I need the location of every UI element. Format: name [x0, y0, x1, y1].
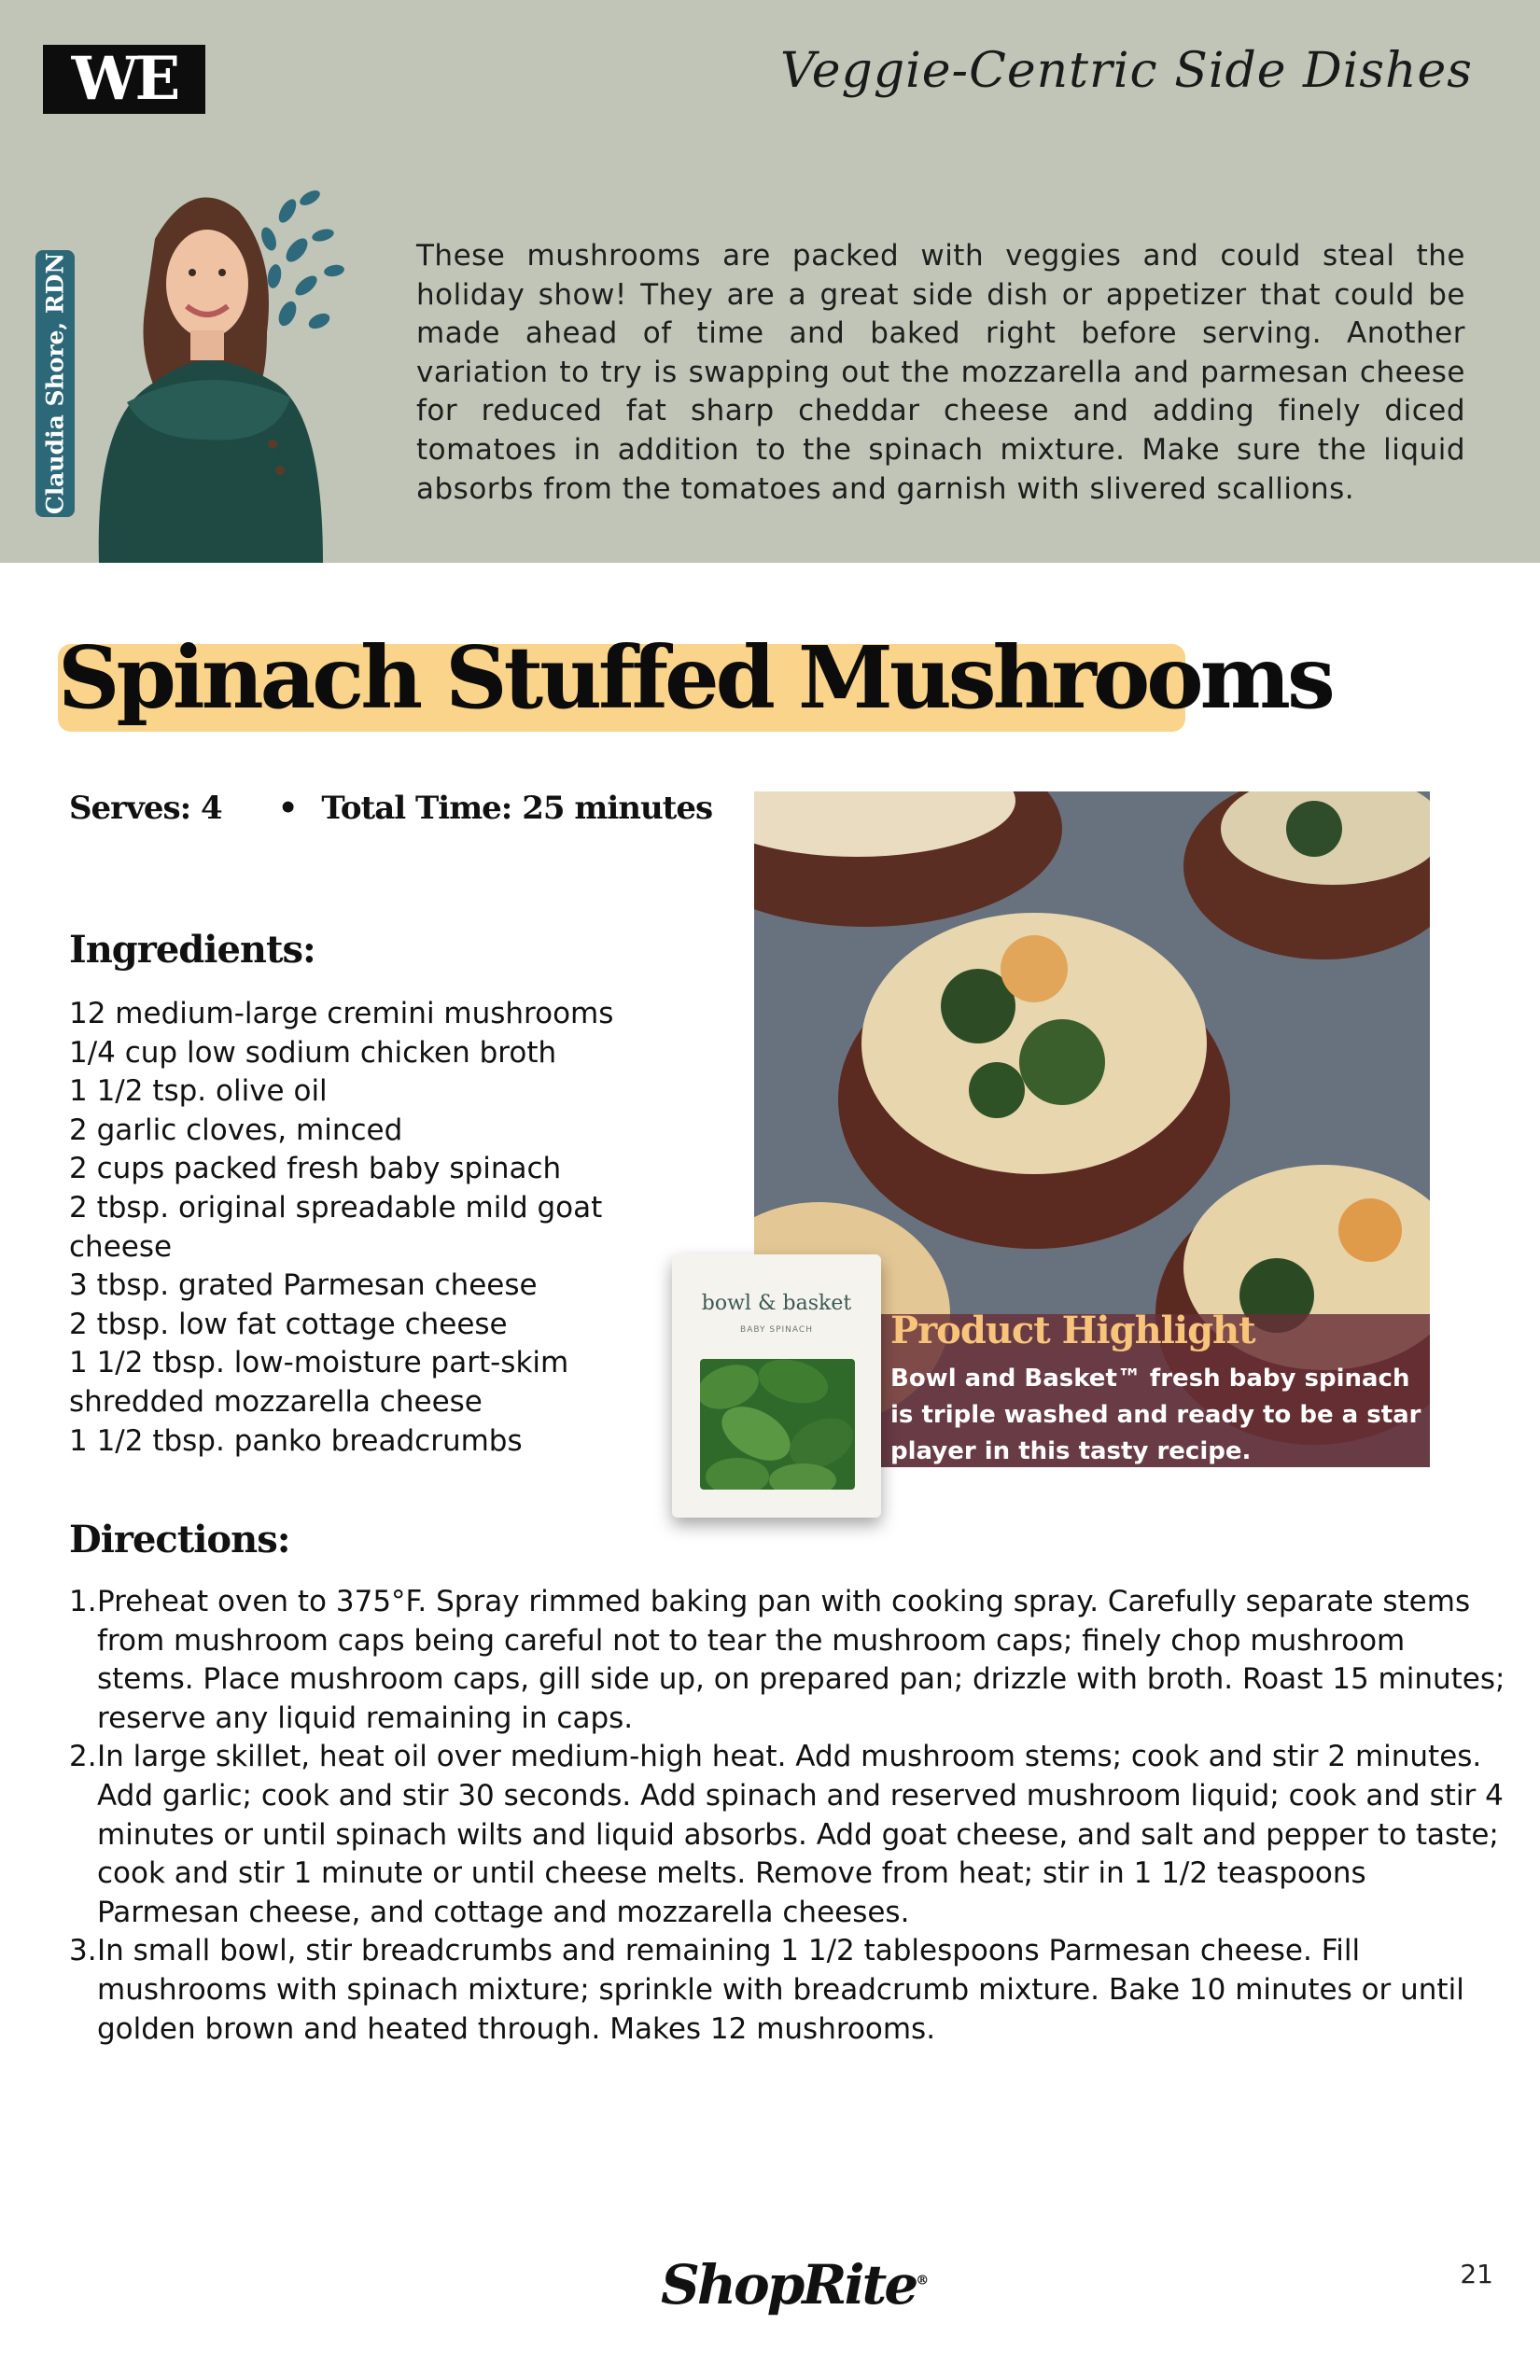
bullet-separator: • [277, 790, 298, 827]
ingredient-item: 1 1/2 tbsp. panko breadcrumbs [69, 1423, 523, 1458]
step-text: Preheat oven to 375°F. Spray rimmed baking pan with cooking spray. Carefully separate stems from mushroom caps being careful not to tear the mushroom caps; finely chop mushroom stems. Place mushroom caps, gill side up, on prepared pan; drizzle with broth. Roast 15 minutes; reserve any liquid remaining in caps. [97, 1585, 1505, 1735]
ingredient-item: 3 tbsp. grated Parmesan cheese [69, 1268, 538, 1303]
recipe-title: Spinach Stuffed Mushrooms [58, 627, 1332, 728]
section-title: Veggie-Centric Side Dishes [780, 43, 1473, 99]
intro-paragraph: These mushrooms are packed with veggies and could steal the holiday show! They are a great side dish or appetizer that could be made ahead of time and baked right before serving. Another variation to try is swapping out the mozzarella and parmesan cheese for reduced fat sharp cheddar cheese and adding finely diced tomatoes in addition to the spinach mixture. Make sure the liquid absorbs from the tomatoes and garnish with slivered scallions. [416, 239, 1465, 506]
ingredients-list [69, 995, 713, 1461]
ingredients-heading: Ingredients: [69, 928, 315, 972]
registered-mark: ® [916, 2273, 930, 2289]
ingredient-item: 1 1/2 tbsp. low-moisture part-skim [69, 1346, 569, 1380]
author-tab [35, 250, 75, 517]
header-band [0, 0, 1540, 563]
product-highlight-title: Product Highlight [890, 1309, 1255, 1352]
ingredient-item: 1 1/2 tsp. olive oil [69, 1074, 328, 1109]
directions-heading: Directions: [69, 1518, 290, 1561]
step-number: 3. [69, 1934, 97, 1968]
serves: Serves: 4 [69, 790, 222, 827]
portrait-illustration [90, 174, 381, 563]
shoprite-logo-text: ShopRite [661, 2253, 917, 2317]
spinach-leaves-icon [700, 1359, 855, 1490]
page-number: 21 [1460, 2259, 1493, 2289]
step-number: 1. [69, 1585, 97, 1618]
ingredient-item: 2 tbsp. low fat cottage cheese [69, 1307, 508, 1341]
direction-step [69, 1738, 1506, 1932]
we-logo: WE [43, 45, 205, 114]
direction-step [69, 1932, 1506, 2049]
total-time: Total Time: 25 minutes [321, 790, 713, 827]
ingredient-item: 2 garlic cloves, minced [69, 1113, 403, 1147]
bag-label: BABY SPINACH [740, 1325, 813, 1335]
step-number: 2. [69, 1740, 97, 1774]
step-text: In small bowl, stir breadcrumbs and remaining 1 1/2 tablespoons Parmesan cheese. Fill mushrooms with spinach mixture; sprinkle with breadcrumb mixture. Bake 10 minutes or until golden brown and heated through. Makes 12 mushrooms. [97, 1934, 1464, 2046]
product-highlight-body: Bowl and Basket™ fresh baby spinach is triple washed and ready to be a star player in this tasty recipe. [890, 1365, 1421, 1465]
direction-step [69, 1583, 1506, 1738]
author-portrait [90, 174, 381, 563]
ingredient-item: shredded mozzarella cheese [69, 1384, 483, 1419]
ingredient-item: 2 tbsp. original spreadable mild goat cheese [69, 1190, 603, 1264]
step-text: In large skillet, heat oil over medium-high heat. Add mushroom stems; cook and stir 2 minutes. Add garlic; cook and stir 30 seconds. Add spinach and reserved mushroom liquid; cook and stir 4 minutes or until spinach wilts and liquid absorbs. Add goat cheese, and salt and pepper to taste; cook and stir 1 minute or until cheese melts. Remove from heat; stir in 1 1/2 teaspoons Parmesan cheese, and cottage and mozzarella cheeses. [97, 1740, 1504, 1929]
spinach-bag-image [672, 1254, 881, 1518]
directions-list [69, 1583, 1506, 2049]
bag-window [700, 1359, 855, 1490]
bag-brand: bowl & basket [701, 1292, 852, 1315]
author-name: Claudia Shore, RDN [41, 252, 69, 515]
recipe-meta [69, 790, 712, 827]
ingredient-item: 1/4 cup low sodium chicken broth [69, 1035, 557, 1070]
shoprite-logo [661, 2253, 929, 2317]
ingredient-item: 12 medium-large cremini mushrooms [69, 997, 614, 1030]
ingredient-item: 2 cups packed fresh baby spinach [69, 1152, 562, 1186]
